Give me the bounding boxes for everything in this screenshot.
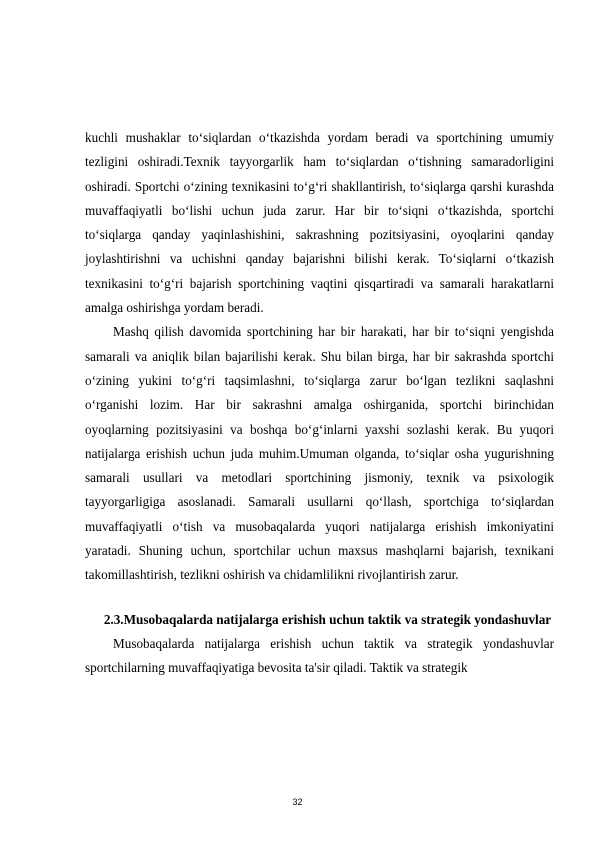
section-heading: 2.3.Musobaqalarda natijalarga erishish uchun taktik va strategik yondashuvlar — [103, 611, 552, 627]
body-paragraph-1: kuchli mushaklar to‘siqlardan o‘tkazishda yordam beradi va sportchining umumiy tezligini oshiradi.Texnik tayyorgarlik ham to‘siqlardan o‘tishning samaradorligini oshiradi. Sportchi o‘zining texnikasini to‘g‘ri shakllantirish, to‘siqlarga qarshi kurashda muvaffaqiyatli bo‘lishi uchun juda zarur. Har bir to‘siqni o‘tkazishda, sportchi to‘siqlarga qanday yaqinlashishini, sakrashning pozitsiyasini, oyoqlarini qanday joylashtirishni va uchishni qanday bajarishni bilishi kerak. To‘siqlarni o‘tkazish texnikasini to‘g‘ri bajarish sportchining vaqtini qisqartiradi va samarali harakatlarni amalga oshirishga yordam beradi. — [85, 130, 554, 316]
body-paragraph-2: Mashq qilish davomida sportchining har bir harakati, har bir to‘siqni yengishda samarali va aniqlik bilan bajarilishi kerak. Shu bilan birga, har bir sakrashda sportchi o‘zining yukini to‘g‘ri taqsimlashni, to‘siqlarga zarur bo‘lgan tezlikni saqlashni o‘rganishi lozim. Har bir sakrashni amalga oshirganida, sportchi birinchidan oyoqlarning pozitsiyasini va boshqa bo‘g‘inlarni yaxshi sozlashi kerak. Bu yuqori natijalarga erishish uchun juda muhim.Umuman olganda, to‘siqlar osha yugurishning samarali usullari va metodlari sportchining jismoniy, texnik va psixologik tayyorgarligiga asoslanadi. Samarali usullarni qo‘llash, sportchiga to‘siqlardan muvaffaqiyatli o‘tish va musobaqalarda yuqori natijalarga erishish imkoniyatini yaratadi. Shuning uchun, sportchilar uchun maxsus mashqlarni bajarish, texnikani takomillashtirish, tezlikni oshirish va chidamlilikni rivojlantirish zarur. — [85, 324, 554, 583]
document-body — [85, 126, 554, 681]
body-paragraph-3: Musobaqalarda natijalarga erishish uchun taktik va strategik yondashuvlar sportchilarning muvaffaqiyatiga bevosita ta'sir qiladi. Taktik va strategik — [85, 635, 554, 676]
page-number: 32 — [292, 797, 303, 807]
